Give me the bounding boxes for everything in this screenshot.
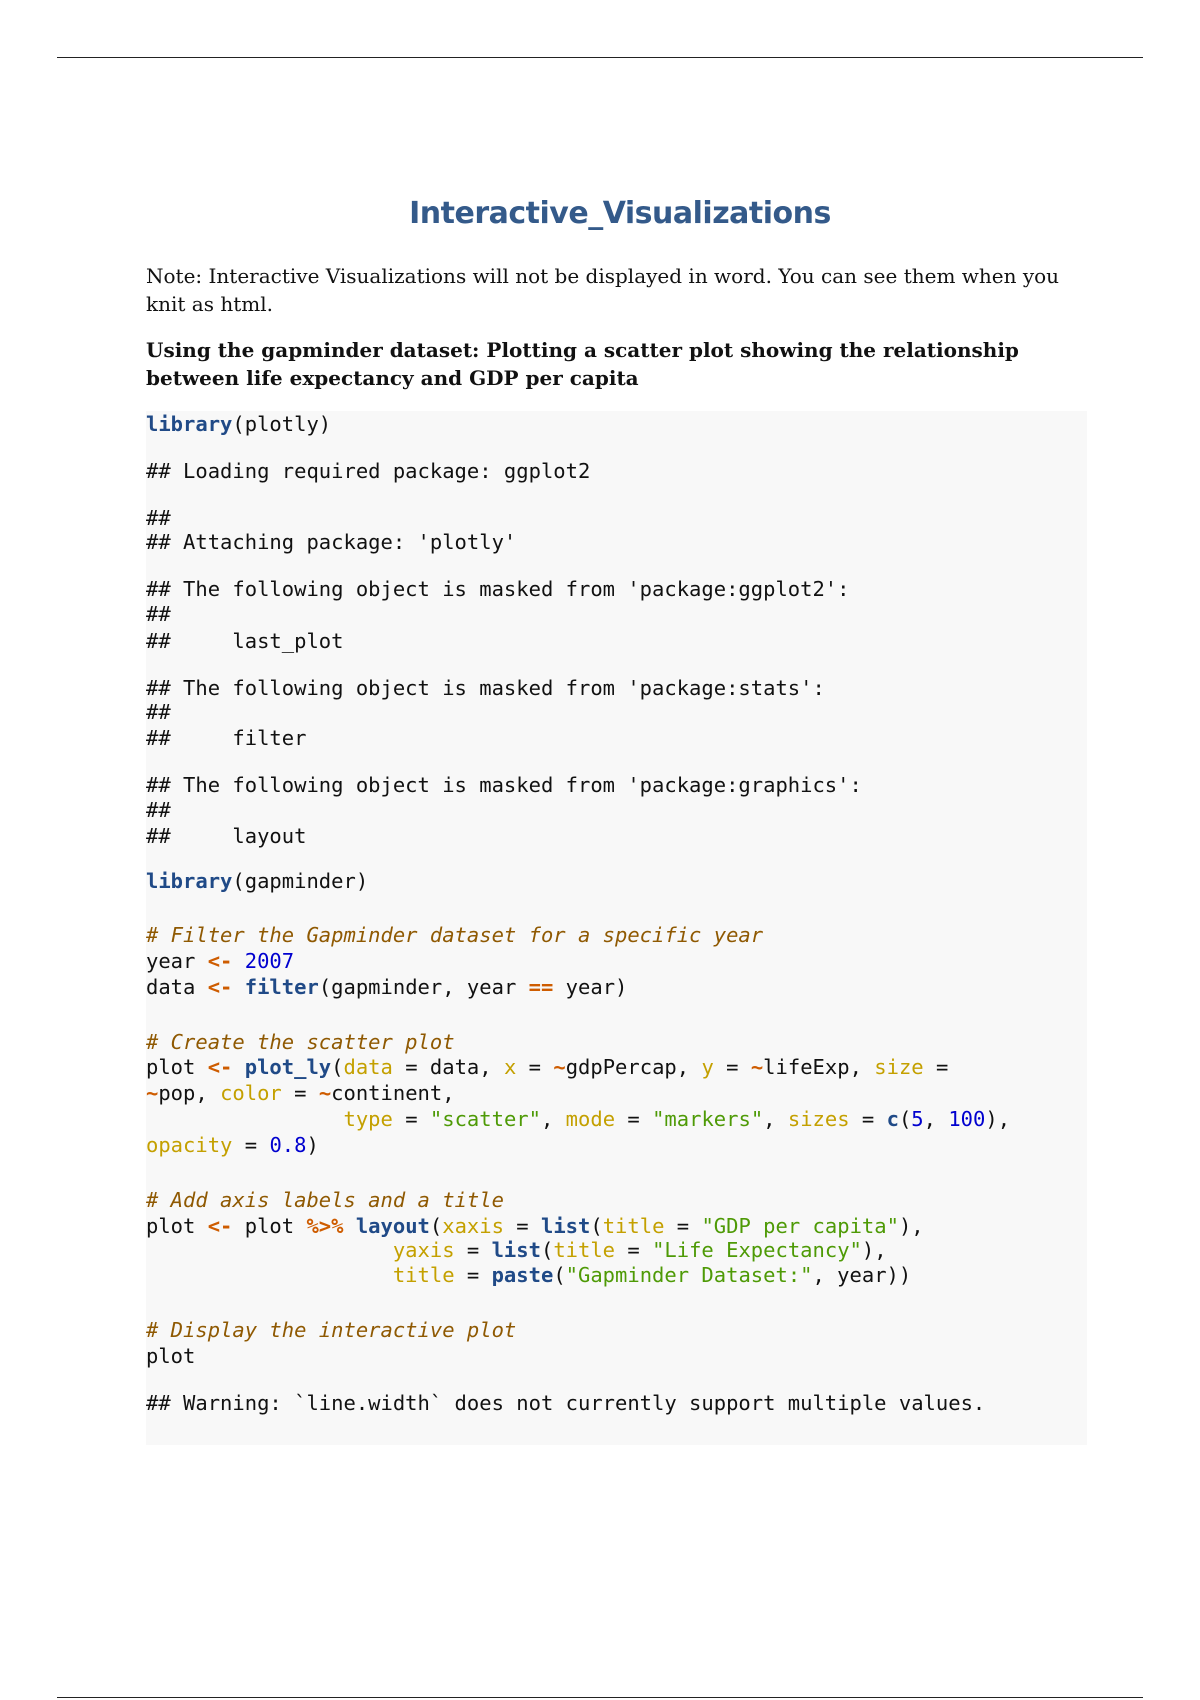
code-token: = bbox=[664, 1214, 702, 1238]
code-token: = bbox=[615, 1238, 653, 1262]
code-token: library bbox=[146, 869, 233, 893]
code-line bbox=[146, 1054, 948, 1080]
code-token: # Filter the Gapminder dataset for a specific year bbox=[146, 923, 764, 947]
code-line bbox=[146, 974, 627, 1000]
code-token: plot bbox=[146, 1214, 208, 1238]
code-token: gdpPercap, bbox=[565, 1055, 702, 1079]
code-line bbox=[146, 1390, 985, 1416]
code-token: "GDP per capita" bbox=[701, 1214, 899, 1238]
code-token: title bbox=[602, 1214, 665, 1238]
code-token: title bbox=[392, 1263, 455, 1287]
code-token: = bbox=[281, 1081, 319, 1105]
code-token: = bbox=[516, 1055, 554, 1079]
code-token: (plotly) bbox=[232, 412, 332, 436]
code-line bbox=[146, 922, 763, 948]
code-line bbox=[146, 797, 171, 823]
code-token: 5 bbox=[911, 1107, 924, 1131]
code-token: <- bbox=[207, 949, 233, 973]
code-line bbox=[146, 948, 294, 974]
code-token: ( bbox=[553, 1263, 566, 1287]
code-token bbox=[232, 949, 244, 973]
code-token: title bbox=[553, 1238, 616, 1262]
code-token: list bbox=[541, 1214, 591, 1238]
code-line bbox=[146, 1187, 504, 1213]
code-line bbox=[146, 1132, 319, 1158]
code-token: paste bbox=[491, 1263, 554, 1287]
code-token: data bbox=[343, 1055, 393, 1079]
code-line bbox=[146, 1262, 911, 1288]
code-token: , bbox=[540, 1107, 566, 1131]
header-rule bbox=[57, 57, 1143, 58]
code-token: ## bbox=[146, 798, 171, 822]
code-token: "Life Expectancy" bbox=[652, 1238, 862, 1262]
code-line bbox=[146, 458, 590, 484]
code-line bbox=[146, 1029, 455, 1055]
code-token: ## bbox=[146, 506, 171, 530]
code-token: ), bbox=[985, 1107, 1011, 1131]
code-token: continent, bbox=[331, 1081, 455, 1105]
code-line bbox=[146, 576, 850, 602]
code-token: = data, bbox=[392, 1055, 504, 1079]
code-token: plot bbox=[232, 1214, 307, 1238]
code-line bbox=[146, 823, 306, 849]
code-line bbox=[146, 505, 171, 531]
code-token: list bbox=[491, 1238, 541, 1262]
code-token: ( bbox=[590, 1214, 603, 1238]
code-token: pop, bbox=[158, 1081, 221, 1105]
code-line bbox=[146, 1237, 887, 1263]
code-token: x bbox=[503, 1055, 517, 1079]
code-token: = bbox=[454, 1238, 492, 1262]
code-token: color bbox=[220, 1081, 282, 1105]
code-token: filter bbox=[244, 975, 319, 999]
code-token: = bbox=[615, 1107, 653, 1131]
code-line bbox=[146, 675, 825, 701]
code-line bbox=[146, 1106, 1010, 1132]
code-token: ~ bbox=[146, 1081, 159, 1105]
code-token: ), bbox=[861, 1238, 887, 1262]
code-token: (gapminder, year bbox=[318, 975, 529, 999]
code-token: ## The following object is masked from 'package:graphics': bbox=[146, 773, 862, 797]
code-token: ## last_plot bbox=[146, 629, 344, 653]
code-token: layout bbox=[355, 1214, 430, 1238]
code-token bbox=[232, 1055, 244, 1079]
code-line bbox=[146, 529, 516, 555]
note-paragraph: Note: Interactive Visualizations will not be displayed in word. You can see them when you knit as html. bbox=[146, 264, 1060, 316]
code-token: ## Warning: `line.width` does not currently support multiple values. bbox=[146, 1391, 986, 1415]
code-token: ## filter bbox=[146, 726, 307, 750]
code-token: xaxis bbox=[442, 1214, 504, 1238]
code-token: # Display the interactive plot bbox=[146, 1318, 517, 1342]
code-token: <- bbox=[207, 1055, 233, 1079]
code-token: "markers" bbox=[652, 1107, 764, 1131]
code-token bbox=[232, 975, 244, 999]
code-token: ( bbox=[540, 1238, 554, 1262]
code-token: = bbox=[923, 1055, 949, 1079]
code-line bbox=[146, 699, 171, 725]
code-token: %>% bbox=[306, 1214, 344, 1238]
code-token: = bbox=[849, 1107, 887, 1131]
code-line bbox=[146, 725, 306, 751]
code-token: # Add axis labels and a title bbox=[146, 1188, 504, 1212]
code-token: ( bbox=[429, 1214, 443, 1238]
code-token: ## The following object is masked from 'package:stats': bbox=[146, 676, 825, 700]
page-title: Interactive_Visualizations bbox=[409, 196, 831, 231]
footer-rule bbox=[57, 1697, 1143, 1698]
code-line bbox=[146, 1343, 195, 1369]
code-token: y bbox=[701, 1055, 714, 1079]
code-token: yaxis bbox=[392, 1238, 455, 1262]
code-line bbox=[146, 1080, 455, 1106]
code-token: year) bbox=[553, 975, 628, 999]
code-token: plot_ly bbox=[244, 1055, 332, 1079]
code-token: lifeExp, bbox=[763, 1055, 875, 1079]
code-token bbox=[146, 1238, 393, 1262]
code-token: type bbox=[343, 1107, 393, 1131]
code-token: ~ bbox=[553, 1055, 566, 1079]
section-heading: Using the gapminder dataset: Plotting a scatter plot showing the relationship between life expectancy and GDP per capita bbox=[146, 338, 1019, 390]
code-token: ), bbox=[898, 1214, 924, 1238]
code-token bbox=[146, 1263, 393, 1287]
code-token: ) bbox=[306, 1133, 319, 1157]
code-token: <- bbox=[207, 1214, 233, 1238]
code-token: <- bbox=[207, 975, 233, 999]
code-token: size bbox=[874, 1055, 924, 1079]
code-token bbox=[146, 1107, 343, 1131]
code-token: ## layout bbox=[146, 824, 307, 848]
code-token: , bbox=[763, 1107, 788, 1131]
code-token bbox=[344, 1214, 356, 1238]
code-token: = bbox=[713, 1055, 751, 1079]
code-token: ~ bbox=[750, 1055, 764, 1079]
code-token: plot bbox=[146, 1344, 196, 1368]
code-token: ## bbox=[146, 602, 171, 626]
code-line bbox=[146, 628, 343, 654]
code-token: = bbox=[454, 1263, 492, 1287]
code-token: ( bbox=[898, 1107, 912, 1131]
code-token: ## Loading required package: ggplot2 bbox=[146, 459, 591, 483]
code-token: = bbox=[232, 1133, 270, 1157]
code-token: data bbox=[146, 975, 208, 999]
code-token: opacity bbox=[146, 1133, 233, 1157]
code-line bbox=[146, 1317, 516, 1343]
code-line bbox=[146, 1213, 924, 1239]
code-token: "scatter" bbox=[429, 1107, 541, 1131]
code-token: 2007 bbox=[244, 949, 295, 973]
code-token: (gapminder) bbox=[232, 869, 369, 893]
code-token: sizes bbox=[787, 1107, 850, 1131]
code-token: == bbox=[528, 975, 554, 999]
code-token: year bbox=[146, 949, 208, 973]
code-line bbox=[146, 868, 368, 894]
code-token: "Gapminder Dataset:" bbox=[565, 1263, 813, 1287]
code-token: , year)) bbox=[812, 1263, 912, 1287]
code-token: = bbox=[503, 1214, 541, 1238]
code-token: 0.8 bbox=[269, 1133, 307, 1157]
code-line bbox=[146, 411, 331, 437]
code-token: ( bbox=[331, 1055, 344, 1079]
code-token: 100 bbox=[948, 1107, 986, 1131]
code-token: ~ bbox=[318, 1081, 332, 1105]
code-token: ## The following object is masked from 'package:ggplot2': bbox=[146, 577, 850, 601]
code-token: = bbox=[392, 1107, 430, 1131]
code-token: ## Attaching package: 'plotly' bbox=[146, 530, 517, 554]
code-token: mode bbox=[565, 1107, 616, 1131]
code-token: c bbox=[886, 1107, 899, 1131]
code-token: library bbox=[146, 412, 233, 436]
code-token: # Create the scatter plot bbox=[146, 1030, 455, 1054]
code-token: ## bbox=[146, 700, 171, 724]
code-token: , bbox=[923, 1107, 949, 1131]
code-token: plot bbox=[146, 1055, 208, 1079]
code-line bbox=[146, 601, 171, 627]
code-line bbox=[146, 772, 862, 798]
